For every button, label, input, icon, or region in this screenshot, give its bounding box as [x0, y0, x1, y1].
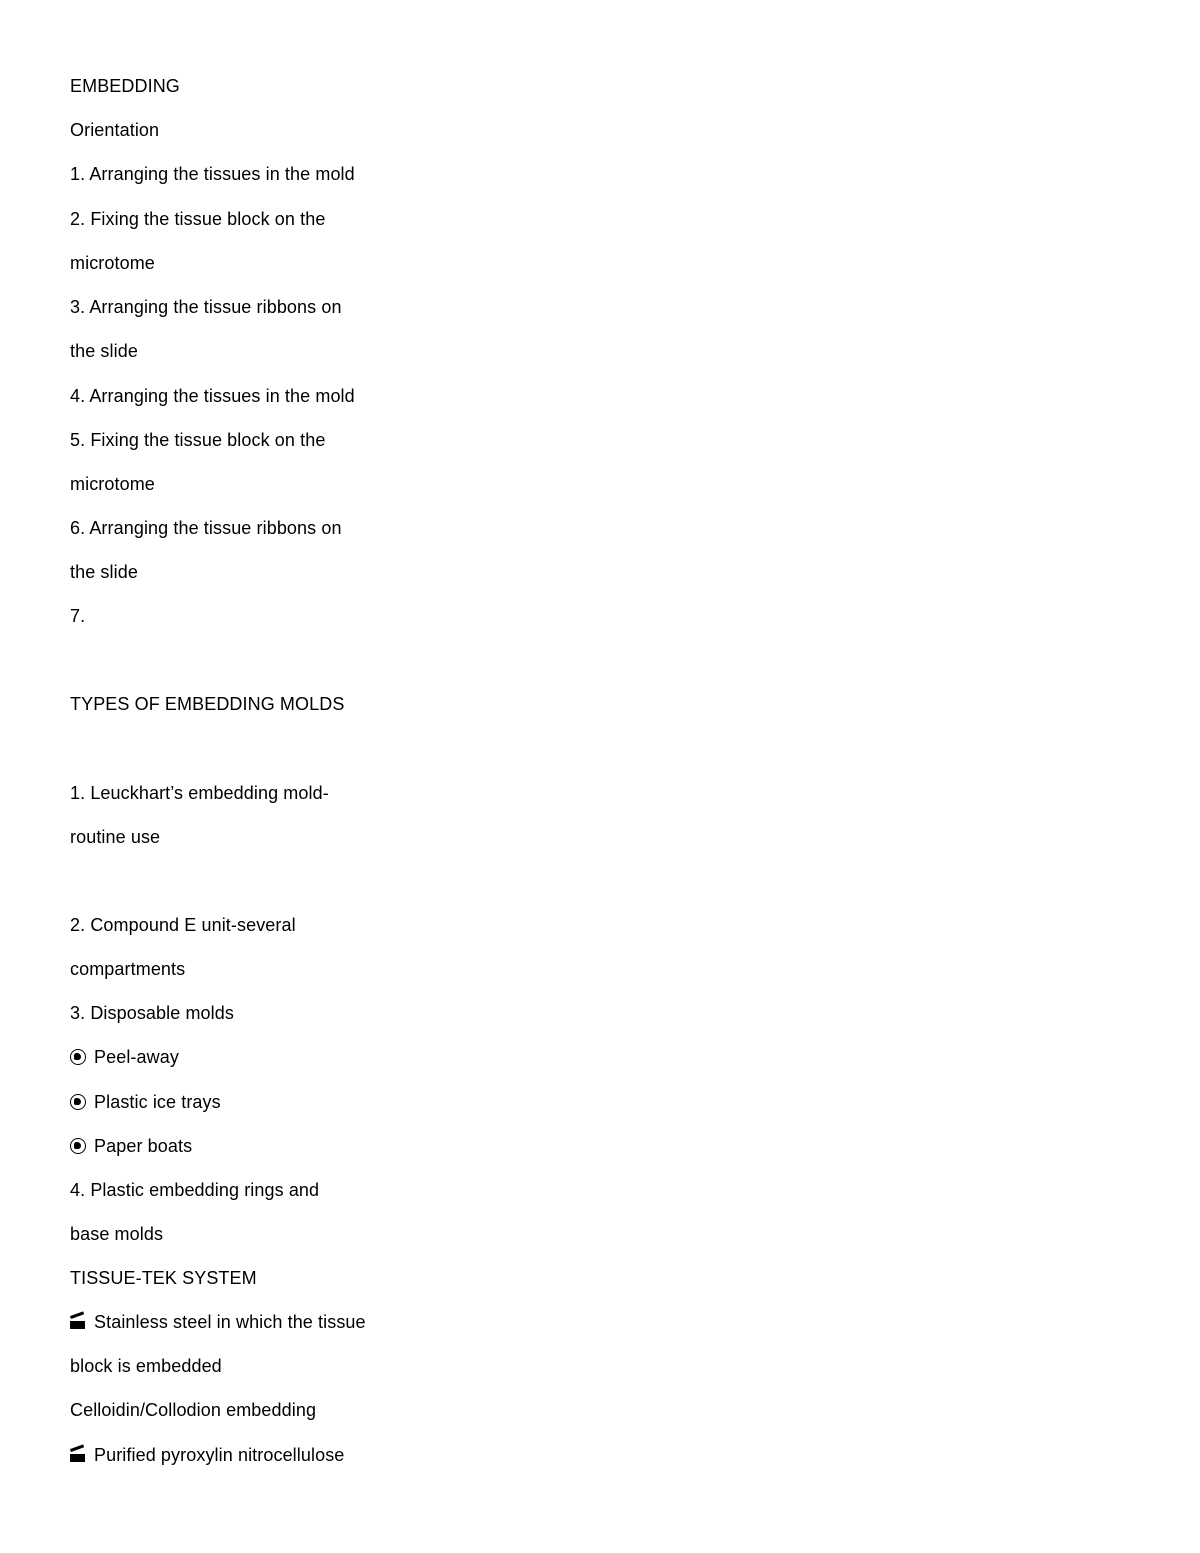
molds-item-2-line1: 2. Compound E unit-several [70, 915, 296, 935]
tissuetek-item-text: Stainless steel in which the tissue [94, 1312, 366, 1332]
heading-embedding: EMBEDDING [70, 76, 180, 96]
clapperboard-icon [70, 1316, 86, 1329]
clapperboard-icon [70, 1449, 86, 1462]
molds-item-1-line2: routine use [70, 827, 161, 847]
tissuetek-item-line1 [70, 1310, 366, 1334]
molds-item-4-line1: 4. Plastic embedding rings and [70, 1180, 320, 1200]
orientation-line: 7. [70, 606, 86, 626]
molds-item-2-line2: compartments [70, 959, 186, 979]
orientation-line: the slide [70, 562, 138, 582]
orientation-line: 2. Fixing the tissue block on the [70, 209, 326, 229]
orientation-line: 3. Arranging the tissue ribbons on [70, 297, 342, 317]
globe-icon [70, 1094, 86, 1110]
globe-icon [70, 1138, 86, 1154]
tissuetek-item-line2: block is embedded [70, 1356, 222, 1376]
orientation-line: 6. Arranging the tissue ribbons on [70, 518, 342, 538]
disposable-item [70, 1134, 192, 1158]
celloidin-item-text: Purified pyroxylin nitrocellulose [94, 1445, 345, 1465]
celloidin-heading: Celloidin/Collodion embedding [70, 1400, 317, 1420]
disposable-item [70, 1045, 179, 1069]
orientation-line: microtome [70, 474, 155, 494]
orientation-line: microtome [70, 253, 155, 273]
orientation-line: the slide [70, 341, 138, 361]
molds-item-3: 3. Disposable molds [70, 1003, 234, 1023]
molds-item-1-line1: 1. Leuckhart’s embedding mold- [70, 783, 329, 803]
disposable-item [70, 1090, 221, 1114]
globe-icon [70, 1049, 86, 1065]
disposable-item-label: Paper boats [94, 1136, 193, 1156]
orientation-title: Orientation [70, 120, 160, 140]
tissuetek-heading: TISSUE-TEK SYSTEM [70, 1268, 257, 1288]
disposable-item-label: Peel-away [94, 1047, 179, 1067]
disposable-item-label: Plastic ice trays [94, 1092, 221, 1112]
orientation-line: 5. Fixing the tissue block on the [70, 430, 326, 450]
celloidin-item [70, 1443, 344, 1467]
molds-heading: TYPES OF EMBEDDING MOLDS [70, 694, 345, 714]
molds-item-4-line2: base molds [70, 1224, 164, 1244]
orientation-line: 4. Arranging the tissues in the mold [70, 386, 355, 406]
orientation-line: 1. Arranging the tissues in the mold [70, 164, 355, 184]
